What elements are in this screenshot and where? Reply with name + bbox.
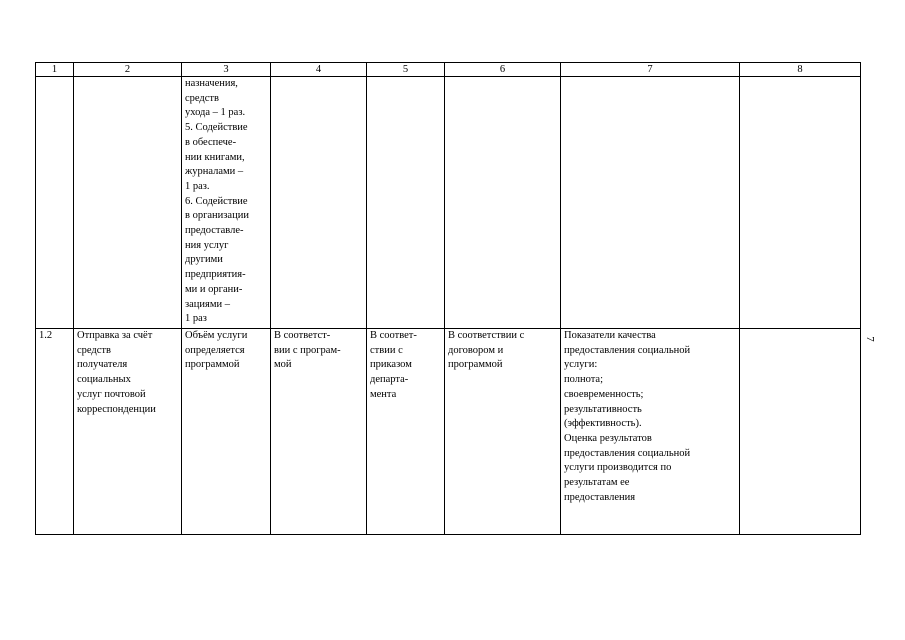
service-volume: [182, 329, 271, 535]
cell-empty: [561, 77, 740, 329]
cell-empty: [740, 77, 861, 329]
service-conditions: [445, 329, 561, 535]
service-deadline: [271, 329, 367, 535]
cell-empty: [271, 77, 367, 329]
table-row-continuation: [36, 77, 861, 329]
text-line: услуг почтовой: [77, 388, 146, 400]
text-line: предприятия-: [185, 269, 246, 281]
text-line: результатам ее: [564, 477, 630, 489]
text-line: В соответст-: [274, 330, 331, 341]
service-name: [74, 329, 182, 535]
text-line: зациями –: [185, 298, 231, 310]
text-line: В соответ-: [370, 330, 417, 341]
text-line: Показатели качества: [564, 330, 656, 341]
text-line: договором и: [448, 344, 504, 356]
text-line: назначения,: [185, 78, 238, 89]
table-header-row: [36, 63, 861, 77]
text-line: журналами –: [185, 166, 244, 178]
text-line: результативность: [564, 403, 642, 415]
continuation-col3-text: [182, 77, 271, 329]
text-line: получателя: [77, 359, 128, 371]
text-line: нии книгами,: [185, 151, 245, 163]
cell-col8: [740, 329, 861, 535]
row-number: 1.2: [36, 329, 74, 535]
text-line: В соответствии с: [448, 330, 525, 341]
text-line: другими: [185, 254, 223, 266]
table-row-1-2: [36, 329, 861, 535]
cell-empty: [36, 77, 74, 329]
text-line: услуги производится по: [564, 462, 672, 474]
text-line: приказом: [370, 359, 412, 371]
text-line: департа-: [370, 374, 409, 386]
text-line: 1 раз: [185, 313, 207, 325]
services-table: [35, 62, 861, 535]
text-line: предоставле-: [185, 225, 244, 237]
service-quality-indicators: [561, 329, 740, 535]
header-cell-6: 6: [445, 63, 561, 77]
text-line: программой: [185, 359, 240, 371]
text-line: 1 раз.: [185, 180, 210, 192]
text-line: мой: [274, 359, 292, 371]
text-line: полнота;: [564, 374, 603, 386]
text-line: Объём услуги: [185, 330, 248, 341]
text-line: социальных: [77, 374, 131, 386]
text-line: (эффективность).: [564, 418, 642, 430]
text-line: 6. Содействие: [185, 195, 248, 207]
text-line: ния услуг: [185, 239, 229, 251]
header-cell-2: 2: [74, 63, 182, 77]
text-line: 5. Содействие: [185, 122, 248, 134]
service-tariff: [367, 329, 445, 535]
text-line: вии с програм-: [274, 344, 341, 356]
text-line: предоставления социальной: [564, 344, 691, 356]
text-line: мента: [370, 388, 397, 400]
text-line: ствии с: [370, 344, 403, 356]
cell-empty: [445, 77, 561, 329]
text-line: средств: [77, 344, 111, 356]
text-line: определяется: [185, 344, 245, 356]
header-cell-8: 8: [740, 63, 861, 77]
cell-empty: [74, 77, 182, 329]
text-line: корреспонденции: [77, 403, 156, 415]
header-cell-1: 1: [36, 63, 74, 77]
header-cell-4: 4: [271, 63, 367, 77]
text-line: в обеспече-: [185, 136, 237, 148]
text-line: Оценка результатов: [564, 432, 652, 444]
text-line: предоставления: [564, 491, 636, 503]
cell-empty: [367, 77, 445, 329]
text-line: средств: [185, 92, 219, 104]
text-line: ухода – 1 раз.: [185, 107, 246, 119]
text-line: Отправка за счёт: [77, 330, 153, 341]
text-line: своевременность;: [564, 388, 644, 400]
header-cell-7: 7: [561, 63, 740, 77]
text-line: программой: [448, 359, 503, 371]
page-number: 7: [863, 336, 876, 342]
text-line: предоставления социальной: [564, 447, 691, 459]
header-cell-5: 5: [367, 63, 445, 77]
text-line: ми и органи-: [185, 283, 243, 295]
text-line: в организации: [185, 210, 249, 222]
text-line: услуги:: [564, 359, 598, 371]
header-cell-3: 3: [182, 63, 271, 77]
